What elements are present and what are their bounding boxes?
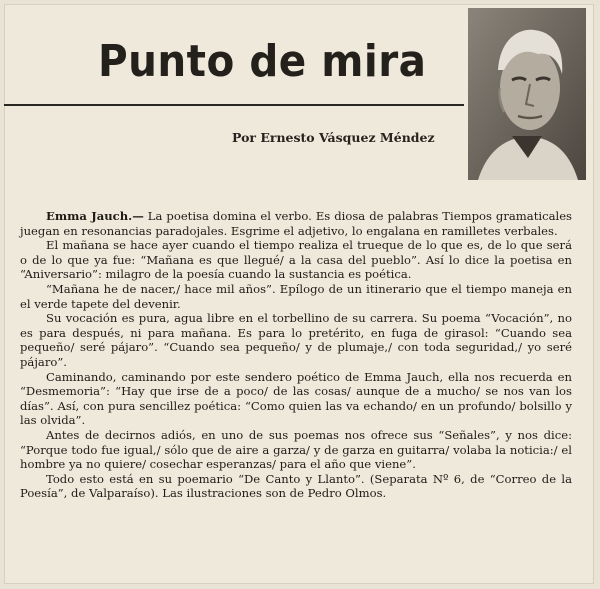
- author-portrait-photo: [468, 8, 586, 180]
- column-title: Punto de mira: [98, 36, 427, 87]
- author-byline: Por Ernesto Vásquez Méndez: [232, 130, 435, 145]
- article-paragraph: Todo esto está en su poemario “De Canto y Llanto”. (Separata Nº 6, de “Correo de la Poesía”, de Valparaíso). Las ilustraciones son de Pedro Olmos.: [20, 471, 572, 501]
- lead-name: Emma Jauch.—: [46, 209, 144, 223]
- title-rule: [4, 104, 464, 106]
- article-paragraph: Su vocación es pura, agua libre en el torbellino de su carrera. Su poema “Vocación”, no es para después, ni para mañana. Es para lo pretérito, en fuga de girasol: “Cuando sea pequeño/ seré pájaro”. “Cuando sea pequeño/ y de plumaje,/ con toda seguridad,/ yo seré pájaro”.: [20, 311, 572, 369]
- article-paragraph: Antes de decirnos adiós, en uno de sus poemas nos ofrece sus “Señales”, y nos dice: “Porque todo fue igual,/ sólo que de aire a garza/ y de garza en guitarra/ volaba la noticia:/ el hombre ya no quiere/ cosechar esperanzas/ para el año que viene”.: [20, 427, 572, 472]
- portrait-illustration: [468, 8, 586, 180]
- article-paragraph: El mañana se hace ayer cuando el tiempo realiza el trueque de lo que es, de lo que será o de lo que ya fue: “Mañana es que llegué/ a la casa del pueblo”. Así lo dice la poetisa en “Aniversario”: milagro de la poesía cuando la sustancia es poética.: [20, 238, 572, 282]
- article-paragraph: Caminando, caminando por este sendero poético de Emma Jauch, ella nos recuerda en “Desmemoria”: “Hay que irse de a poco/ de las cosas/ aunque de a mucho/ se nos van los días”. Así, con pura sencillez poética: “Como quien las va echando/ en un profundo/ bolsillo y las olvida”.: [20, 369, 572, 428]
- article-body: [20, 209, 572, 501]
- article-paragraph: “Mañana he de nacer,/ hace mil años”. Epílogo de un itinerario que el tiempo maneja en el verde tapete del devenir.: [20, 281, 572, 311]
- article-paragraph: Emma Jauch.— La poetisa domina el verbo. Es diosa de palabras Tiempos gramaticales juegan en resonancias paradojales. Esgrime el adjetivo, lo engalana en ramilletes verbales.: [20, 209, 573, 238]
